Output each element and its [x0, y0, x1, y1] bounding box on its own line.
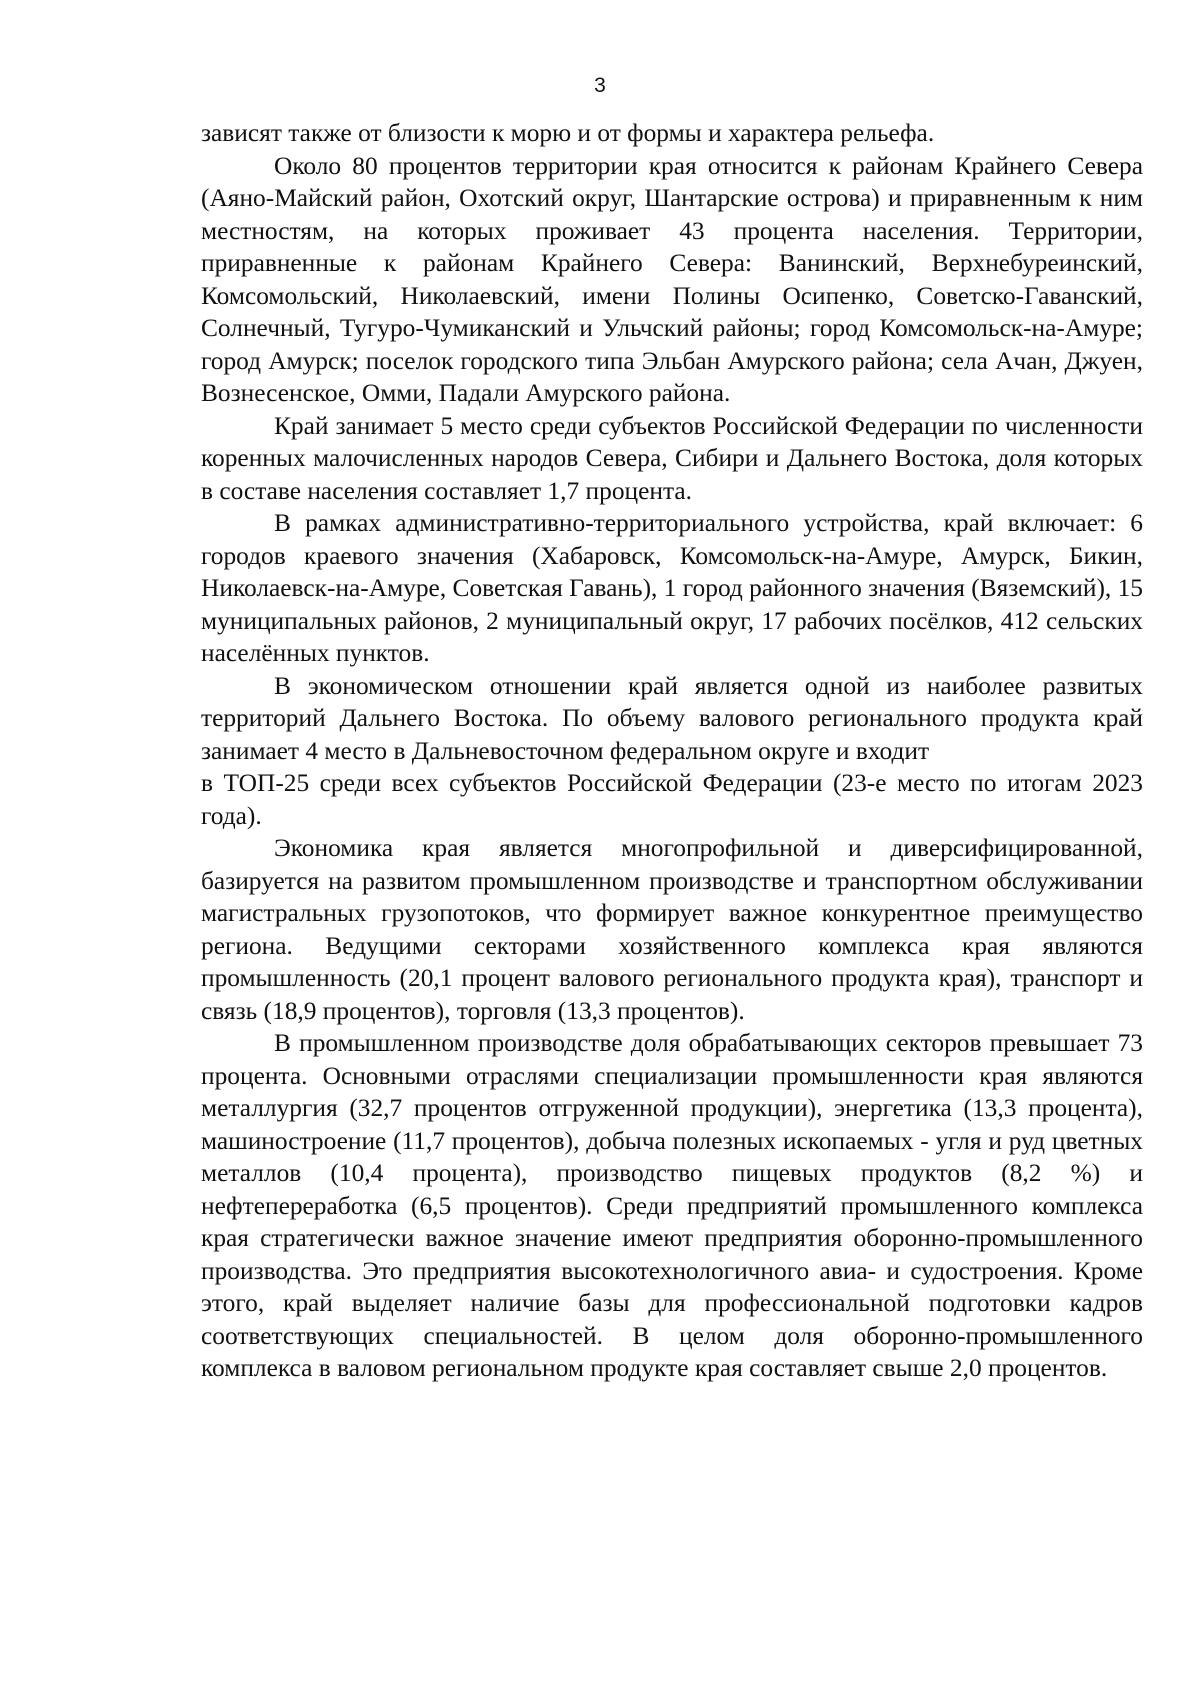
paragraph-relief-continuation: зависят также от близости к морю и от формы и характера рельефа. [201, 119, 935, 147]
paragraph-administrative-structure: В рамках административно-территориального устройства, край включает: 6 городов краевого значения (Хабаровск, Комсомольск-на-Амуре, Амурск, Бикин, Николаевск-на-Амуре, Советская Гавань), 1 город районного значения (Вяземский), 15 муниципальных районов, 2 муниципальный округ, 17 рабочих посёлков, 412 сельских населённых пунктов. [201, 509, 1143, 667]
paragraph-economic-position: В экономическом отношении край является одной из наиболее развитых территорий Дальнего Востока. По объему валового регионального продукта край занимает 4 место в Дальневосточном федеральном округе и входит [201, 671, 1143, 765]
paragraph-top25-ranking: в ТОП-25 среди всех субъектов Российской Федерации (23-е место по итогам 2023 года). [201, 769, 1143, 830]
page-number: 3 [594, 74, 606, 97]
paragraph-industrial-production: В промышленном производстве доля обрабатывающих секторов превышает 73 процента. Основными отраслями специализации промышленности края являются металлургия (32,7 процентов отгруженной продукции), энергетика (13,3 процента), машиностроение (11,7 процентов), добыча полезных ископаемых - угля и руд цветных металлов (10,4 процента), производство пищевых продуктов (8,2 %) и нефтепереработка (6,5 процентов). Среди предприятий промышленного комплекса края стратегически важное значение имеют предприятия оборонно-промышленного производства. Это предприятия высокотехнологичного авиа- и судостроения. Кроме этого, край выделяет наличие базы для профессиональной подготовки кадров соответствующих специальностей. В целом доля оборонно-промышленного комплекса в валовом региональном продукте края составляет свыше 2,0 процентов. [201, 1029, 1143, 1382]
document-body [201, 117, 1143, 1385]
paragraph-indigenous-peoples: Край занимает 5 место среди субъектов Российской Федерации по численности коренных малочисленных народов Севера, Сибири и Дальнего Востока, доля которых в составе населения составляет 1,7 процента. [201, 411, 1143, 505]
paragraph-far-north-territories: Около 80 процентов территории края относится к районам Крайнего Севера (Аяно-Майский район, Охотский округ, Шантарские острова) и приравненным к ним местностям, на которых проживает 43 процента населения. Территории, приравненные к районам Крайнего Севера: Ванинский, Верхнебуреинский, Комсомольский, Николаевский, имени Полины Осипенко, Советско-Гаванский, Солнечный, Тугуро-Чумиканский и Ульчский районы; город Комсомольск-на-Амуре; город Амурск; поселок городского типа Эльбан Амурского района; села Ачан, Джуен, Вознесенское, Омми, Падали Амурского района. [201, 151, 1143, 407]
paragraph-economy-structure: Экономика края является многопрофильной и диверсифицированной, базируется на развитом промышленном производстве и транспортном обслуживании магистральных грузопотоков, что формирует важное конкурентное преимущество региона. Ведущими секторами хозяйственного комплекса края являются промышленность (20,1 процент валового регионального продукта края), транспорт и связь (18,9 процентов), торговля (13,3 процентов). [201, 834, 1143, 1025]
